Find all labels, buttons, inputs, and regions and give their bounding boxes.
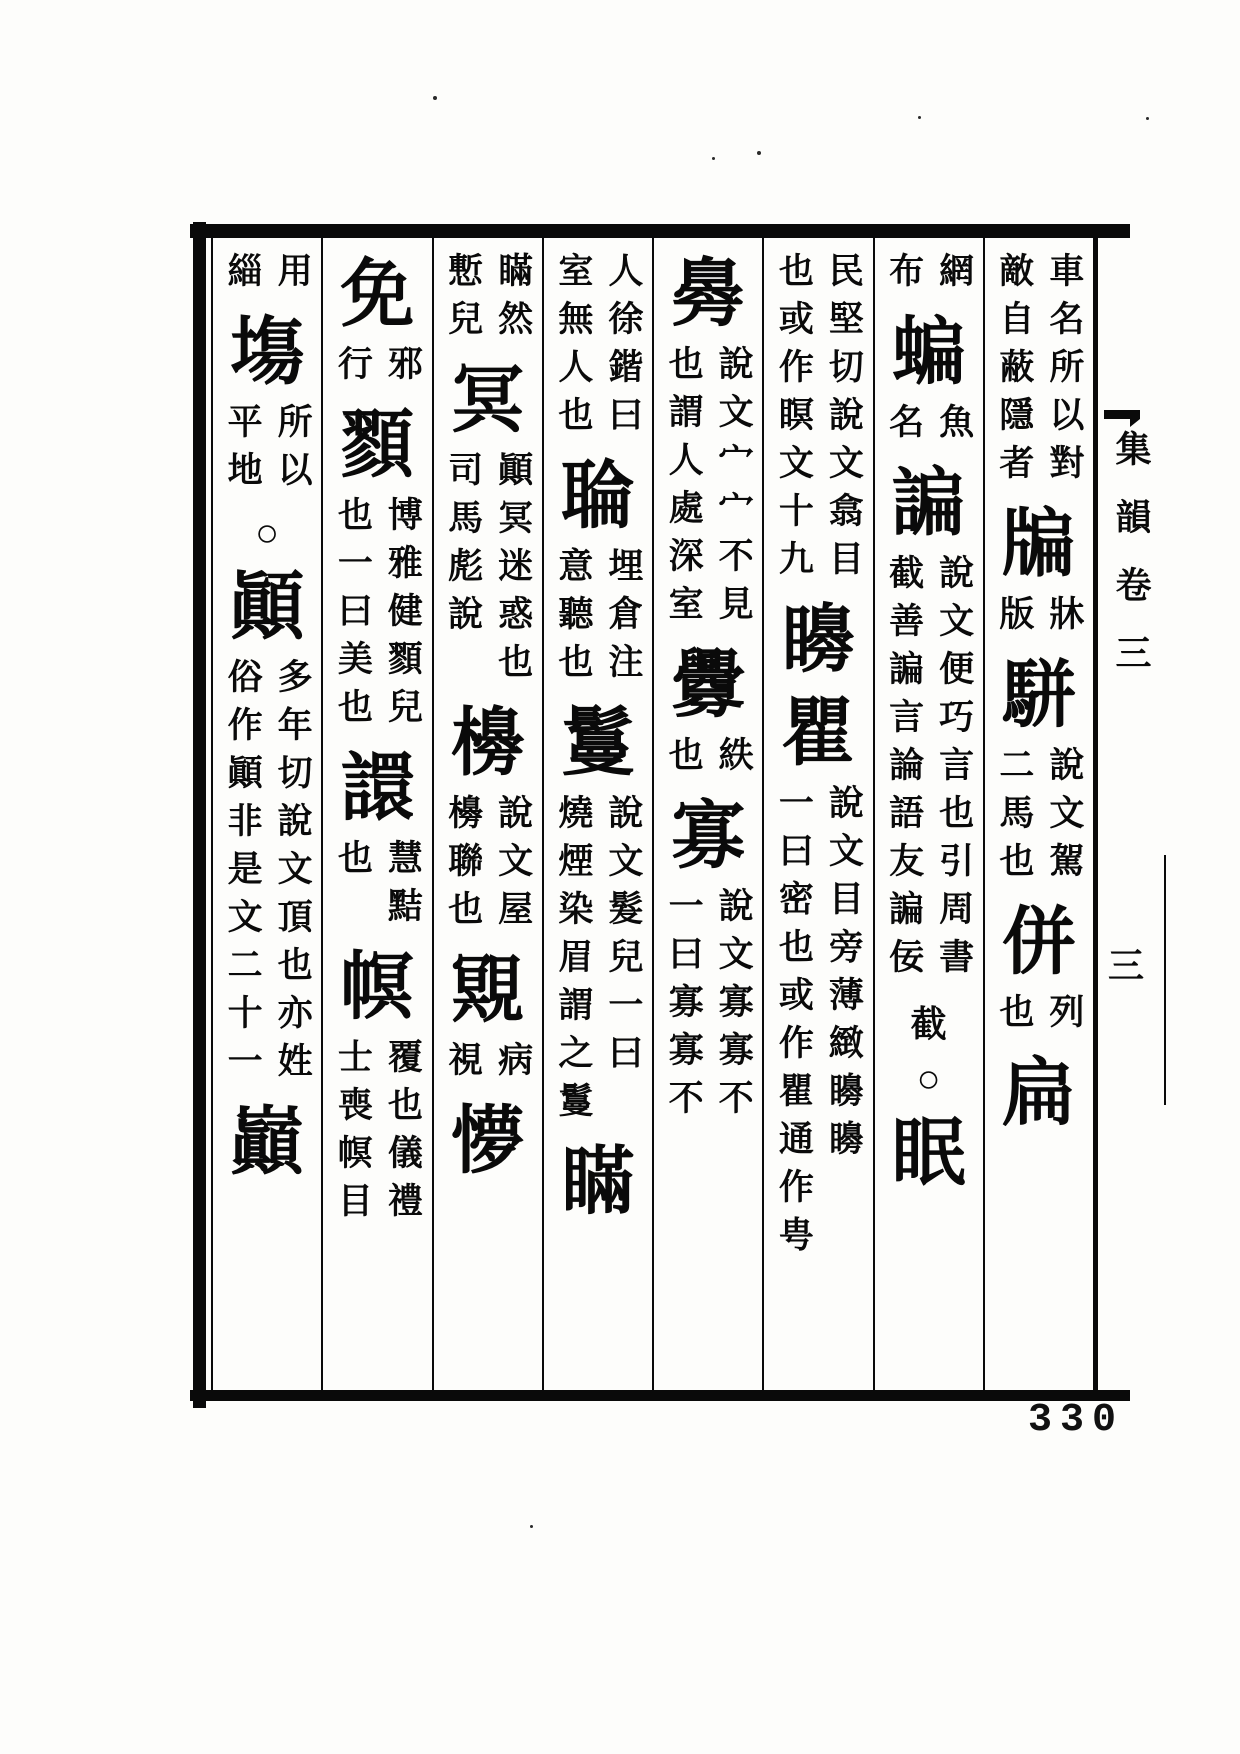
annotation-right-subcolumn: 用 (273, 252, 313, 300)
scan-speck (433, 96, 437, 100)
headword-char: 幎 (340, 946, 415, 1029)
annotation-note (434, 794, 542, 938)
annotation-note (875, 252, 983, 300)
annotation-right-subcolumn: 說文宀宀不見 (714, 344, 754, 633)
annotation-left-subcolumn: 也謂人處深室 (664, 344, 704, 633)
annotation-right-subcolumn: 多年切說文頂也亦姓 (273, 657, 313, 1090)
annotation-note (654, 736, 762, 784)
annotation-center-char: 截 (910, 1003, 947, 1044)
annotation-left-subcolumn: 室無人也 (553, 252, 593, 444)
annotation-left-subcolumn: 平地 (223, 402, 263, 499)
headword-char: 顚 (230, 566, 305, 649)
annotation-note (323, 496, 431, 736)
annotation-left-subcolumn: 視 (443, 1040, 483, 1089)
annotation-right-subcolumn: 瞞然 (493, 252, 533, 348)
headword-char: 冥 (450, 360, 525, 442)
annotation-note (323, 1038, 431, 1230)
annotation-right-subcolumn: 博雅健顟兒 (383, 495, 423, 736)
frame-border-left (193, 222, 206, 1408)
headword-char: 譞 (340, 747, 415, 830)
headword-char: 顟 (340, 404, 415, 487)
scan-speck (757, 151, 761, 155)
annotation-note (985, 746, 1093, 890)
annotation-left-subcolumn: 櫋聯也 (443, 793, 483, 938)
annotation-left-subcolumn: 也 (994, 992, 1034, 1041)
frame-border-right (1093, 228, 1098, 1393)
headword-char: 免 (340, 254, 415, 336)
headword-char: 寡 (671, 795, 746, 878)
annotation-note (434, 451, 542, 691)
annotation-right-subcolumn: 人徐鍇曰 (603, 252, 643, 444)
text-column-1 (983, 238, 1093, 1390)
annotation-left-subcolumn: 行 (333, 344, 373, 393)
annotation-left-subcolumn: 士喪幎目 (333, 1037, 373, 1230)
text-column-7 (321, 238, 431, 1390)
annotation-right-subcolumn: 魚 (934, 402, 974, 451)
annotation-right-subcolumn: 病 (493, 1040, 533, 1089)
annotation-note (985, 993, 1093, 1041)
annotation-note (544, 794, 652, 1130)
headword-char: 臱 (671, 254, 746, 336)
annotation-left-subcolumn: 二馬也 (994, 745, 1034, 890)
scan-speck (712, 157, 715, 160)
annotation-note (323, 345, 431, 393)
annotation-right-subcolumn: 說文髮兒一曰 (603, 793, 643, 1082)
annotation-note (985, 252, 1093, 492)
annotation-left-subcolumn: 版 (994, 594, 1034, 643)
headword-char: 併 (1001, 901, 1076, 984)
annotation-left-subcolumn: 也 (333, 838, 373, 887)
annotation-left-subcolumn: 緇 (223, 252, 263, 300)
banxin-leaf-number: 三 (1108, 946, 1145, 986)
annotation-left-subcolumn: 一曰寡寡不 (664, 886, 704, 1127)
banxin-volume-title: 集韻卷三 (1111, 430, 1151, 702)
annotation-note (213, 658, 321, 1090)
annotation-right-subcolumn: 邪 (383, 344, 423, 393)
frame-border-bottom (190, 1390, 1130, 1401)
annotation-right-subcolumn: 顚冥迷惑也 (493, 450, 533, 691)
frame-border-top (190, 224, 1130, 238)
headword-char: 釁 (671, 644, 746, 727)
annotation-note (434, 252, 542, 348)
annotation-left-subcolumn: 也 (664, 735, 704, 784)
annotation-right-subcolumn: 說文寡寡不 (714, 886, 754, 1127)
scan-speck (1146, 117, 1149, 120)
headword-char: 諞 (891, 462, 966, 545)
annotation-note (323, 839, 431, 935)
headword-char: 眠 (891, 1112, 966, 1195)
headword-char: 鬘 (560, 702, 635, 785)
rhyme-group-circle: ○ (916, 1055, 941, 1101)
annotation-right-subcolumn: 說文屋 (493, 793, 533, 938)
annotation-right-subcolumn: 說文駕 (1044, 745, 1084, 890)
annotation-note (213, 252, 321, 300)
headword-char: 覭 (450, 949, 525, 1032)
annotation-note (875, 403, 983, 451)
headword-char: 瞿 (781, 692, 856, 775)
dictionary-text-columns (211, 238, 1093, 1390)
annotation-right-subcolumn: 所以 (273, 402, 313, 499)
annotation-right-subcolumn: 慧黠 (383, 838, 423, 935)
fishtail-ornament (1104, 410, 1140, 419)
annotation-note (764, 784, 872, 1264)
annotation-note (544, 252, 652, 444)
annotation-left-subcolumn: 截善諞言論語友諞佞 (884, 553, 924, 986)
text-column-6 (432, 238, 542, 1390)
annotation-left-subcolumn: 司馬彪說 (443, 450, 483, 643)
scan-speck (918, 116, 921, 119)
annotation-left-subcolumn: 燒煙染眉謂之鬘 (553, 793, 593, 1130)
annotation-left-subcolumn: 俗作顚非是文二十一 (223, 657, 263, 1090)
headword-char: 巓 (230, 1101, 305, 1184)
annotation-left-subcolumn: 也或作瞑文十九 (774, 252, 814, 588)
scan-speck (530, 1525, 533, 1528)
annotation-left-subcolumn: 也一曰美也 (333, 495, 373, 736)
annotation-note (764, 252, 872, 588)
annotation-left-subcolumn: 一曰密也或作瞿通作甹 (774, 783, 814, 1264)
text-column-5 (542, 238, 652, 1390)
annotation-right-subcolumn: 覆也儀禮 (383, 1037, 423, 1230)
annotation-right-subcolumn: 列 (1044, 992, 1084, 1041)
annotation-note (875, 554, 983, 986)
annotation-right-subcolumn: 紩 (714, 735, 754, 784)
annotation-right-subcolumn: 說文目旁薄緻矏矏 (824, 783, 864, 1168)
annotation-right-subcolumn: 車名所以對 (1044, 252, 1084, 492)
headword-char: 塲 (230, 312, 305, 394)
banxin-strip (1100, 238, 1172, 1390)
rhyme-group-circle: ○ (255, 509, 280, 555)
headword-char: 牑 (1001, 504, 1076, 586)
headword-char: 駢 (1001, 654, 1076, 737)
annotation-right-subcolumn: 民堅切說文翕目 (824, 252, 864, 588)
annotation-note (654, 887, 762, 1127)
headword-char: 櫋 (450, 702, 525, 785)
text-column-2 (873, 238, 983, 1390)
annotation-note (434, 1041, 542, 1089)
headword-char: 瞞 (560, 1141, 635, 1224)
text-column-3 (762, 238, 872, 1390)
page-number-stamp: 330 (1028, 1398, 1125, 1443)
text-column-4 (652, 238, 762, 1390)
annotation-right-subcolumn: 說文便巧言也引周書 (934, 553, 974, 986)
annotation-note (544, 547, 652, 691)
text-column-8 (211, 238, 321, 1390)
annotation-right-subcolumn: 牀 (1044, 594, 1084, 643)
annotation-left-subcolumn: 布 (884, 252, 924, 300)
headword-char: 懜 (450, 1100, 525, 1183)
annotation-left-subcolumn: 敵自蔽隱者 (994, 252, 1034, 492)
headword-char: 䎾 (560, 456, 635, 538)
annotation-left-subcolumn: 名 (884, 402, 924, 451)
headword-char: 蝙 (891, 312, 966, 394)
annotation-note (654, 345, 762, 633)
headword-char: 矏 (781, 600, 856, 682)
annotation-right-subcolumn: 埋倉注 (603, 546, 643, 691)
annotation-left-subcolumn: 慙兒 (443, 252, 483, 348)
annotation-right-subcolumn: 網 (934, 252, 974, 300)
headword-char: 扁 (1001, 1052, 1076, 1135)
annotation-note (985, 595, 1093, 643)
annotation-left-subcolumn: 意聽也 (553, 546, 593, 691)
annotation-note (213, 403, 321, 499)
